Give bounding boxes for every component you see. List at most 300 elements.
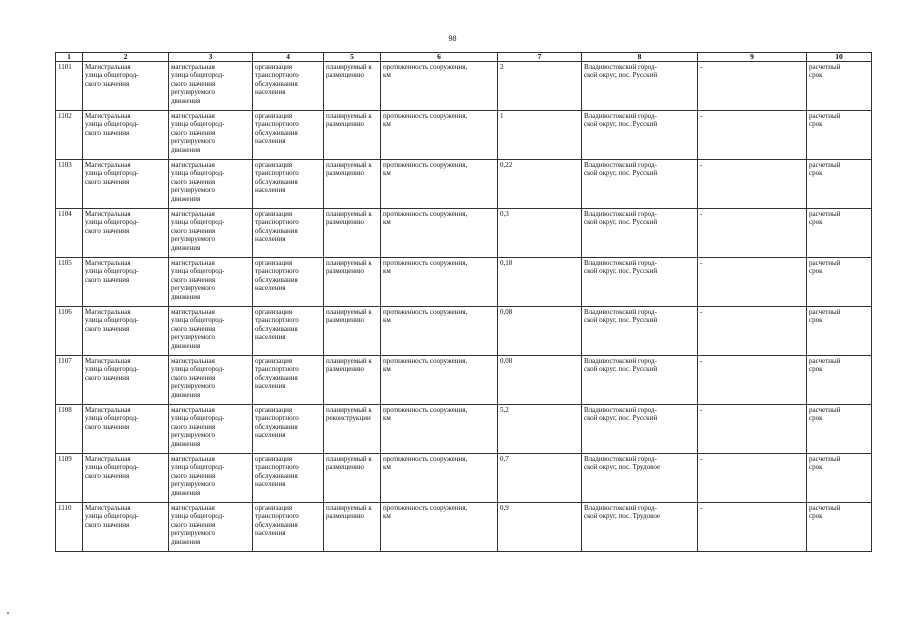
cell-term bbox=[807, 356, 872, 405]
column-header-8: 8 bbox=[582, 53, 698, 62]
cell-line: регулируемого bbox=[171, 235, 215, 244]
cell-type bbox=[169, 307, 253, 356]
cell-purpose bbox=[253, 111, 324, 160]
cell-line: протяженность сооружения, bbox=[383, 504, 468, 512]
cell-line: движения bbox=[171, 390, 201, 399]
cell-line: размещению bbox=[326, 267, 365, 276]
cell-line: магистральная bbox=[171, 210, 215, 218]
cell-line: населения bbox=[255, 333, 286, 342]
cell-zone bbox=[698, 307, 807, 356]
cell-line: ской округ, пос. Трудовое bbox=[584, 463, 661, 472]
cell-line: ского значения bbox=[171, 128, 216, 137]
cell-line: размещению bbox=[326, 316, 365, 325]
cell-value bbox=[498, 160, 582, 209]
cell-characteristic bbox=[381, 111, 498, 160]
cell-line: регулируемого bbox=[171, 88, 215, 97]
cell-zone bbox=[698, 454, 807, 503]
cell-line: км bbox=[383, 512, 391, 521]
cell-type bbox=[169, 503, 253, 552]
cell-status bbox=[324, 356, 381, 405]
cell-type bbox=[169, 258, 253, 307]
cell-line: движения bbox=[171, 439, 201, 448]
cell-value bbox=[498, 356, 582, 405]
cell-line: км bbox=[383, 316, 391, 325]
cell-line: населения bbox=[255, 235, 286, 244]
cell-line: улица общегород- bbox=[171, 463, 225, 472]
cell-line: ского значения bbox=[171, 226, 216, 235]
cell-location bbox=[582, 62, 698, 111]
header-row bbox=[56, 53, 872, 62]
cell-line: Магистральная bbox=[85, 210, 131, 218]
cell-line: ской округ, пос. Русский bbox=[584, 71, 658, 80]
cell-purpose bbox=[253, 356, 324, 405]
cell-line: улица общегород- bbox=[171, 267, 225, 276]
cell-status bbox=[324, 160, 381, 209]
cell-line: протяженность сооружения, bbox=[383, 161, 468, 169]
cell-line: ской округ, пос. Русский bbox=[584, 218, 658, 227]
cell-line: - bbox=[700, 308, 703, 316]
cell-characteristic bbox=[381, 405, 498, 454]
cell-line: населения bbox=[255, 137, 286, 146]
cell-line: Владивостокский город- bbox=[584, 63, 657, 71]
cell-line: 1108 bbox=[58, 406, 72, 414]
cell-line: Магистральная bbox=[85, 308, 131, 316]
cell-line: магистральная bbox=[171, 161, 215, 169]
cell-line: срок bbox=[809, 463, 823, 472]
cell-line: протяженность сооружения, bbox=[383, 63, 468, 71]
table-row bbox=[56, 62, 872, 111]
cell-line: регулируемого bbox=[171, 284, 215, 293]
cell-line: ского значения bbox=[171, 520, 216, 529]
cell-line: ского значения bbox=[85, 275, 130, 284]
table-row bbox=[56, 454, 872, 503]
cell-line: планируемый к bbox=[326, 259, 372, 267]
cell-line: - bbox=[700, 455, 703, 463]
cell-line: срок bbox=[809, 512, 823, 521]
cell-line: планируемый к bbox=[326, 161, 372, 169]
cell-line: расчетный bbox=[809, 455, 841, 463]
cell-term bbox=[807, 258, 872, 307]
cell-line: населения bbox=[255, 186, 286, 195]
column-header-10: 10 bbox=[807, 53, 872, 62]
cell-line: улица общегород- bbox=[85, 463, 139, 472]
cell-line: - bbox=[700, 63, 703, 71]
cell-line: ской округ, пос. Русский bbox=[584, 267, 658, 276]
cell-line: транспортного bbox=[255, 120, 299, 129]
cell-characteristic bbox=[381, 62, 498, 111]
cell-line: 0,22 bbox=[500, 161, 513, 169]
cell-line: обслуживания bbox=[255, 275, 298, 284]
cell-name bbox=[83, 209, 169, 258]
cell-line: движения bbox=[171, 292, 201, 301]
cell-line: улица общегород- bbox=[85, 218, 139, 227]
cell-number bbox=[56, 454, 83, 503]
cell-line: расчетный bbox=[809, 161, 841, 169]
cell-line: 1102 bbox=[58, 112, 72, 120]
table-row bbox=[56, 307, 872, 356]
cell-line: - bbox=[700, 210, 703, 218]
cell-name bbox=[83, 160, 169, 209]
column-header-2: 2 bbox=[83, 53, 169, 62]
cell-line: ской округ, пос. Русский bbox=[584, 120, 658, 129]
cell-number bbox=[56, 258, 83, 307]
cell-characteristic bbox=[381, 356, 498, 405]
cell-line: планируемый к bbox=[326, 504, 372, 512]
cell-line: ского значения bbox=[171, 471, 216, 480]
cell-line: расчетный bbox=[809, 308, 841, 316]
cell-line: ской округ, пос. Русский bbox=[584, 316, 658, 325]
cell-zone bbox=[698, 503, 807, 552]
cell-line: 5,2 bbox=[500, 406, 509, 414]
cell-line: обслуживания bbox=[255, 471, 298, 480]
cell-value bbox=[498, 405, 582, 454]
cell-line: движения bbox=[171, 194, 201, 203]
cell-location bbox=[582, 503, 698, 552]
cell-status bbox=[324, 405, 381, 454]
cell-line: 1110 bbox=[58, 504, 72, 512]
cell-line: Магистральная bbox=[85, 161, 131, 169]
cell-number bbox=[56, 503, 83, 552]
cell-characteristic bbox=[381, 454, 498, 503]
cell-line: - bbox=[700, 161, 703, 169]
cell-type bbox=[169, 111, 253, 160]
cell-line: протяженность сооружения, bbox=[383, 112, 468, 120]
cell-line: ского значения bbox=[171, 275, 216, 284]
cell-characteristic bbox=[381, 160, 498, 209]
cell-line: планируемый к bbox=[326, 308, 372, 316]
cell-line: Владивостокский город- bbox=[584, 308, 657, 316]
cell-zone bbox=[698, 356, 807, 405]
cell-line: размещению bbox=[326, 218, 365, 227]
cell-line: обслуживания bbox=[255, 422, 298, 431]
cell-line: транспортного bbox=[255, 267, 299, 276]
cell-line: 1 bbox=[500, 112, 504, 120]
cell-name bbox=[83, 356, 169, 405]
cell-line: обслуживания bbox=[255, 226, 298, 235]
cell-status bbox=[324, 209, 381, 258]
cell-line: ского значения bbox=[85, 471, 130, 480]
cell-line: улица общегород- bbox=[171, 365, 225, 374]
cell-line: улица общегород- bbox=[171, 218, 225, 227]
cell-type bbox=[169, 160, 253, 209]
cell-line: Магистральная bbox=[85, 406, 131, 414]
cell-line: срок bbox=[809, 120, 823, 129]
cell-zone bbox=[698, 209, 807, 258]
cell-line: обслуживания bbox=[255, 177, 298, 186]
cell-zone bbox=[698, 405, 807, 454]
cell-line: ского значения bbox=[85, 373, 130, 382]
cell-line: магистральная bbox=[171, 63, 215, 71]
cell-line: населения bbox=[255, 284, 286, 293]
cell-line: - bbox=[700, 259, 703, 267]
cell-number bbox=[56, 405, 83, 454]
cell-line: транспортного bbox=[255, 71, 299, 80]
cell-purpose bbox=[253, 258, 324, 307]
page-number: 98 bbox=[448, 34, 457, 43]
cell-line: срок bbox=[809, 316, 823, 325]
cell-line: улица общегород- bbox=[85, 267, 139, 276]
cell-line: магистральная bbox=[171, 259, 215, 267]
cell-status bbox=[324, 62, 381, 111]
cell-line: ского значения bbox=[171, 177, 216, 186]
cell-line: Владивостокский город- bbox=[584, 161, 657, 169]
cell-line: размещению bbox=[326, 512, 365, 521]
cell-line: Владивостокский город- bbox=[584, 406, 657, 414]
cell-line: ского значения bbox=[85, 520, 130, 529]
cell-line: регулируемого bbox=[171, 529, 215, 538]
cell-line: Магистральная bbox=[85, 259, 131, 267]
cell-type bbox=[169, 454, 253, 503]
cell-characteristic bbox=[381, 258, 498, 307]
cell-line: протяженность сооружения, bbox=[383, 406, 468, 414]
cell-line: планируемый к bbox=[326, 210, 372, 218]
cell-line: км bbox=[383, 414, 391, 423]
cell-line: протяженность сооружения, bbox=[383, 455, 468, 463]
cell-line: км bbox=[383, 365, 391, 374]
cell-term bbox=[807, 62, 872, 111]
cell-line: транспортного bbox=[255, 512, 299, 521]
table-row bbox=[56, 405, 872, 454]
cell-line: улица общегород- bbox=[85, 169, 139, 178]
cell-line: размещению bbox=[326, 365, 365, 374]
cell-line: обслуживания bbox=[255, 373, 298, 382]
cell-line: магистральная bbox=[171, 112, 215, 120]
cell-term bbox=[807, 405, 872, 454]
cell-line: транспортного bbox=[255, 316, 299, 325]
cell-term bbox=[807, 111, 872, 160]
cell-status bbox=[324, 503, 381, 552]
cell-line: магистральная bbox=[171, 406, 215, 414]
cell-line: населения bbox=[255, 88, 286, 97]
cell-line: Магистральная bbox=[85, 63, 131, 71]
cell-line: размещению bbox=[326, 169, 365, 178]
cell-type bbox=[169, 62, 253, 111]
cell-line: организация bbox=[255, 357, 293, 365]
cell-type bbox=[169, 356, 253, 405]
cell-line: размещению bbox=[326, 463, 365, 472]
cell-line: обслуживания bbox=[255, 128, 298, 137]
cell-line: км bbox=[383, 169, 391, 178]
table-row bbox=[56, 111, 872, 160]
cell-line: Владивостокский город- bbox=[584, 210, 657, 218]
cell-line: улица общегород- bbox=[85, 316, 139, 325]
table-row bbox=[56, 160, 872, 209]
cell-line: расчетный bbox=[809, 504, 841, 512]
cell-line: 1107 bbox=[58, 357, 72, 365]
cell-line: срок bbox=[809, 169, 823, 178]
cell-value bbox=[498, 503, 582, 552]
cell-term bbox=[807, 454, 872, 503]
cell-line: срок bbox=[809, 71, 823, 80]
cell-line: улица общегород- bbox=[85, 414, 139, 423]
cell-line: размещению bbox=[326, 71, 365, 80]
cell-line: ского значения bbox=[85, 79, 130, 88]
cell-line: ского значения bbox=[171, 373, 216, 382]
cell-line: транспортного bbox=[255, 463, 299, 472]
cell-status bbox=[324, 307, 381, 356]
cell-location bbox=[582, 111, 698, 160]
cell-type bbox=[169, 405, 253, 454]
cell-status bbox=[324, 454, 381, 503]
cell-zone bbox=[698, 62, 807, 111]
cell-value bbox=[498, 307, 582, 356]
cell-line: организация bbox=[255, 63, 293, 71]
cell-line: населения bbox=[255, 529, 286, 538]
cell-line: км bbox=[383, 120, 391, 129]
cell-number bbox=[56, 209, 83, 258]
cell-name bbox=[83, 405, 169, 454]
cell-line: ской округ, пос. Русский bbox=[584, 169, 658, 178]
cell-line: магистральная bbox=[171, 357, 215, 365]
cell-purpose bbox=[253, 160, 324, 209]
cell-line: расчетный bbox=[809, 259, 841, 267]
cell-line: 1109 bbox=[58, 455, 72, 463]
cell-location bbox=[582, 356, 698, 405]
cell-location bbox=[582, 209, 698, 258]
cell-term bbox=[807, 307, 872, 356]
cell-zone bbox=[698, 258, 807, 307]
cell-line: транспортного bbox=[255, 218, 299, 227]
cell-line: 0,08 bbox=[500, 308, 513, 316]
cell-name bbox=[83, 62, 169, 111]
cell-line: улица общегород- bbox=[85, 71, 139, 80]
cell-value bbox=[498, 111, 582, 160]
cell-line: срок bbox=[809, 365, 823, 374]
cell-line: обслуживания bbox=[255, 520, 298, 529]
cell-value bbox=[498, 62, 582, 111]
cell-line: организация bbox=[255, 259, 293, 267]
cell-purpose bbox=[253, 503, 324, 552]
cell-location bbox=[582, 307, 698, 356]
table-body bbox=[56, 62, 872, 552]
cell-line: транспортного bbox=[255, 169, 299, 178]
column-header-1: 1 bbox=[56, 53, 83, 62]
cell-line: км bbox=[383, 71, 391, 80]
cell-line: магистральная bbox=[171, 308, 215, 316]
cell-line: улица общегород- bbox=[171, 120, 225, 129]
cell-line: планируемый к bbox=[326, 455, 372, 463]
cell-line: движения bbox=[171, 341, 201, 350]
cell-line: населения bbox=[255, 431, 286, 440]
cell-location bbox=[582, 258, 698, 307]
cell-line: расчетный bbox=[809, 112, 841, 120]
cell-status bbox=[324, 258, 381, 307]
cell-line: срок bbox=[809, 218, 823, 227]
cell-location bbox=[582, 454, 698, 503]
cell-line: 1106 bbox=[58, 308, 72, 316]
cell-line: - bbox=[700, 112, 703, 120]
cell-line: 1104 bbox=[58, 210, 72, 218]
table-row bbox=[56, 503, 872, 552]
cell-line: 2 bbox=[500, 63, 504, 71]
cell-line: 1105 bbox=[58, 259, 72, 267]
cell-line: 0,08 bbox=[500, 357, 513, 365]
cell-line: регулируемого bbox=[171, 186, 215, 195]
cell-value bbox=[498, 258, 582, 307]
cell-line: движения bbox=[171, 145, 201, 154]
cell-line: организация bbox=[255, 210, 293, 218]
column-header-4: 4 bbox=[253, 53, 324, 62]
cell-name bbox=[83, 307, 169, 356]
table-row bbox=[56, 209, 872, 258]
cell-location bbox=[582, 160, 698, 209]
cell-line: ского значения bbox=[85, 422, 130, 431]
cell-line: протяженность сооружения, bbox=[383, 308, 468, 316]
column-header-5: 5 bbox=[324, 53, 381, 62]
table-row bbox=[56, 258, 872, 307]
cell-line: - bbox=[700, 406, 703, 414]
cell-line: ской округ, пос. Трудовое bbox=[584, 512, 661, 521]
cell-line: движения bbox=[171, 488, 201, 497]
cell-line: ского значения bbox=[85, 226, 130, 235]
cell-line: организация bbox=[255, 406, 293, 414]
cell-line: организация bbox=[255, 308, 293, 316]
cell-line: Магистральная bbox=[85, 455, 131, 463]
cell-line: км bbox=[383, 218, 391, 227]
cell-line: улица общегород- bbox=[171, 414, 225, 423]
cell-line: ской округ, пос. Русский bbox=[584, 365, 658, 374]
cell-purpose bbox=[253, 62, 324, 111]
cell-line: населения bbox=[255, 382, 286, 391]
cell-line: улица общегород- bbox=[171, 316, 225, 325]
cell-line: улица общегород- bbox=[85, 365, 139, 374]
cell-term bbox=[807, 209, 872, 258]
cell-number bbox=[56, 307, 83, 356]
cell-line: организация bbox=[255, 161, 293, 169]
cell-line: регулируемого bbox=[171, 382, 215, 391]
cell-line: - bbox=[700, 357, 703, 365]
cell-line: регулируемого bbox=[171, 431, 215, 440]
cell-line: расчетный bbox=[809, 406, 841, 414]
cell-line: транспортного bbox=[255, 414, 299, 423]
cell-line: ского значения bbox=[171, 79, 216, 88]
cell-number bbox=[56, 62, 83, 111]
cell-line: движения bbox=[171, 243, 201, 252]
cell-line: реконструкции bbox=[326, 414, 371, 423]
cell-line: улица общегород- bbox=[171, 512, 225, 521]
column-header-9: 9 bbox=[698, 53, 807, 62]
cell-type bbox=[169, 209, 253, 258]
cell-line: движения bbox=[171, 537, 201, 546]
cell-characteristic bbox=[381, 209, 498, 258]
column-header-6: 6 bbox=[381, 53, 498, 62]
cell-line: 1101 bbox=[58, 63, 72, 71]
objects-table bbox=[55, 52, 872, 552]
cell-line: расчетный bbox=[809, 357, 841, 365]
cell-line: организация bbox=[255, 504, 293, 512]
cell-line: км bbox=[383, 267, 391, 276]
table-row bbox=[56, 356, 872, 405]
cell-line: ской округ, пос. Русский bbox=[584, 414, 658, 423]
cell-line: Владивостокский город- bbox=[584, 259, 657, 267]
cell-name bbox=[83, 258, 169, 307]
cell-purpose bbox=[253, 405, 324, 454]
cell-value bbox=[498, 209, 582, 258]
cell-line: обслуживания bbox=[255, 324, 298, 333]
cell-line: магистральная bbox=[171, 455, 215, 463]
cell-line: регулируемого bbox=[171, 333, 215, 342]
column-header-7: 7 bbox=[498, 53, 582, 62]
cell-line: Магистральная bbox=[85, 504, 131, 512]
cell-line: расчетный bbox=[809, 63, 841, 71]
cell-line: планируемый к bbox=[326, 112, 372, 120]
scan-mark bbox=[7, 612, 9, 614]
cell-line: Владивостокский город- bbox=[584, 455, 657, 463]
cell-line: протяженность сооружения, bbox=[383, 210, 468, 218]
cell-line: расчетный bbox=[809, 210, 841, 218]
cell-line: 0,7 bbox=[500, 455, 509, 463]
cell-line: обслуживания bbox=[255, 79, 298, 88]
